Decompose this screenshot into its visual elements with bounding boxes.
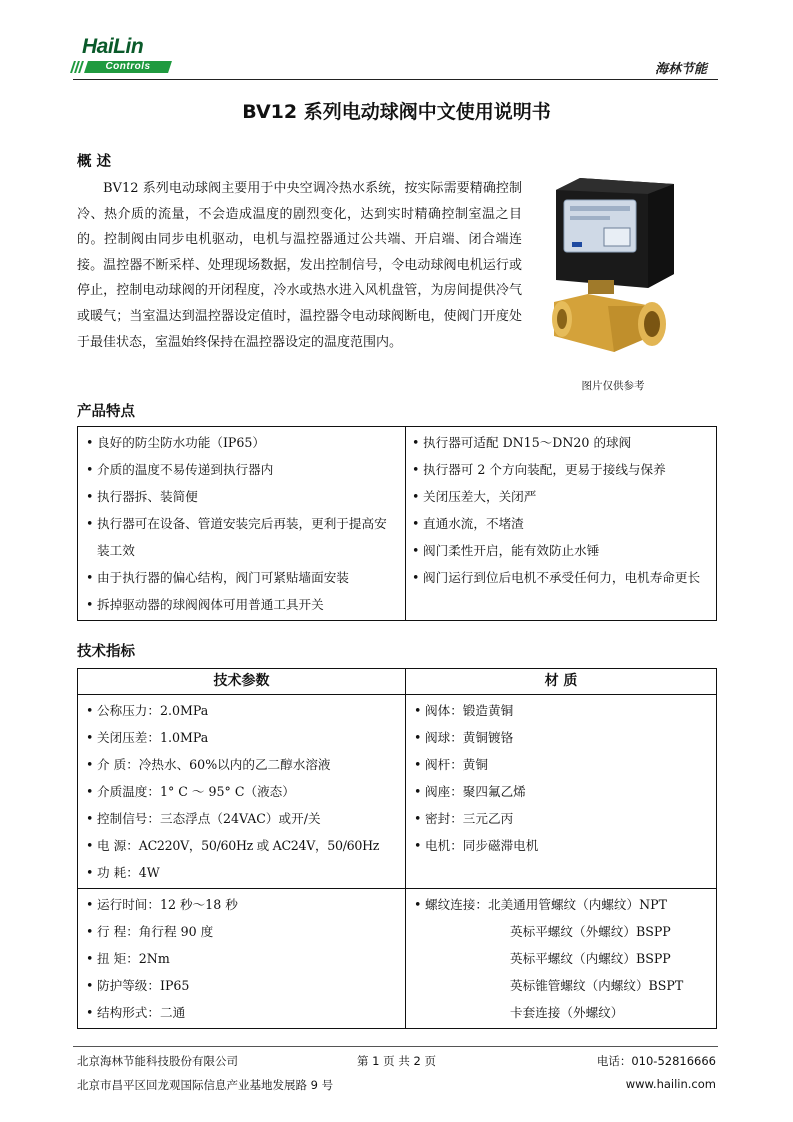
logo-subtext: Controls (105, 61, 151, 72)
list-item: • 执行器拆、装简便 (86, 483, 399, 510)
footer-page-number: 第 1 页 共 2 页 (357, 1054, 436, 1068)
features-heading: 产品特点 (77, 404, 135, 420)
list-item: • 关闭压差大，关闭严 (412, 483, 706, 510)
list-item: • 阀门运行到位后电机不承受任何力，电机寿命更长 (412, 564, 706, 591)
spec-row: • 关闭压差：1.0MPa (86, 724, 405, 751)
list-item: • 阀座：聚四氟乙烯 (414, 778, 716, 805)
list-item: • 密封：三元乙丙 (414, 805, 716, 832)
spec-row: • 扭 矩：2Nm (86, 945, 405, 972)
list-item: • 介质的温度不易传递到执行器内 (86, 456, 399, 483)
list-item: • 良好的防尘防水功能（IP65） (86, 429, 399, 456)
specs-col-header-material: 材 质 (406, 669, 717, 695)
footer-company: 北京海林节能科技股份有限公司 (77, 1054, 238, 1068)
params-list-a (78, 695, 405, 888)
spec-row: • 结构形式：二通 (86, 999, 405, 1026)
materials-list (406, 695, 716, 861)
thread-row: • 螺纹连接：北美通用管螺纹（内螺纹）NPT (414, 891, 716, 918)
params-list-b (78, 889, 405, 1028)
thread-row: 英标锥管螺纹（内螺纹）BSPT (510, 978, 684, 993)
list-item: • 阀球：黄铜镀铬 (414, 724, 716, 751)
list-item: • 阀门柔性开启，能有效防止水锤 (412, 537, 706, 564)
list-item: • 阀体：锻造黄铜 (414, 697, 716, 724)
features-left-list (78, 427, 405, 620)
list-item: • 电机：同步磁滞电机 (414, 832, 716, 859)
footer-divider (73, 1046, 718, 1047)
valve-illustration (548, 176, 678, 376)
features-right-list (406, 427, 716, 593)
list-item: • 阀杆：黄铜 (414, 751, 716, 778)
spec-row: • 介质温度：1° C ～ 95° C（液态） (86, 778, 405, 805)
footer-address: 北京市昌平区回龙观国际信息产业基地发展路 9 号 (77, 1078, 334, 1092)
list-item: • 执行器可在设备、管道安装完后再装，更利于提高安装工效 (86, 510, 399, 564)
company-logo (70, 36, 170, 78)
spec-row: • 防护等级：IP65 (86, 972, 405, 999)
list-item: • 由于执行器的偏心结构，阀门可紧贴墙面安装 (86, 564, 399, 591)
spec-row: • 行 程：角行程 90 度 (86, 918, 405, 945)
overview-heading: 概 述 (77, 154, 112, 170)
spec-row: • 控制信号：三态浮点（24VAC）或开/关 (86, 805, 405, 832)
spec-row: • 公称压力：2.0MPa (86, 697, 405, 724)
spec-row: • 功 耗：4W (86, 859, 405, 886)
photo-caption: 图片仅供参考 (581, 380, 645, 392)
footer-website: www.hailin.com (625, 1077, 716, 1091)
spec-row: • 电 源：AC220V，50/60Hz 或 AC24V，50/60Hz (86, 832, 405, 859)
thread-row: 卡套连接（外螺纹） (510, 1005, 624, 1020)
brand-name-cn: 海林节能 (654, 62, 707, 77)
thread-row: 英标平螺纹（外螺纹）BSPP (510, 924, 671, 939)
header-divider (73, 79, 718, 80)
list-item: • 拆掉驱动器的球阀阀体可用普通工具开关 (86, 591, 399, 618)
specs-col-header-params: 技术参数 (78, 669, 406, 695)
spec-row: • 介 质：冷热水、60%以内的乙二醇水溶液 (86, 751, 405, 778)
specs-heading: 技术指标 (77, 644, 135, 660)
thread-row: 英标平螺纹（内螺纹）BSPP (510, 951, 671, 966)
logo-subbar (84, 61, 172, 73)
features-table (77, 426, 717, 621)
logo-stripes (70, 61, 84, 73)
product-photo (548, 176, 678, 376)
thread-label: 螺纹连接： (425, 897, 488, 912)
list-item: • 直通水流，不堵渣 (412, 510, 706, 537)
list-item: • 执行器可 2 个方向装配，更易于接线与保养 (412, 456, 706, 483)
document-title: BV12 系列电动球阀中文使用说明书 (242, 101, 551, 123)
overview-paragraph: BV12 系列电动球阀主要用于中央空调冷热水系统，按实际需要精确控制冷、热介质的流量，不会造成温度的剧烈变化，达到实时精确控制室温之目的。控制阀由同步电机驱动，电机与温控器通过公共端、开启端、闭合端连接。温控器不断采样、处理现场数据，发出控制信号，令电动球阀电机运行或停止，控制电动球阀的开闭程度，冷水或热水进入风机盘管，为房间提供冷气或暖气；当室温达到温控器设定值时，温控器令电动球阀断电，使阀门开度处于最佳状态，室温始终保持在温控器设定的温度范围内。 (77, 181, 522, 350)
logo-wordmark: HaiLin (82, 35, 144, 58)
threads-list (406, 889, 716, 1028)
spec-row: • 运行时间：12 秒～18 秒 (86, 891, 405, 918)
specs-table (77, 668, 717, 1029)
list-item: • 执行器可适配 DN15～DN20 的球阀 (412, 429, 706, 456)
footer-phone: 电话：010-52816666 (596, 1054, 716, 1068)
